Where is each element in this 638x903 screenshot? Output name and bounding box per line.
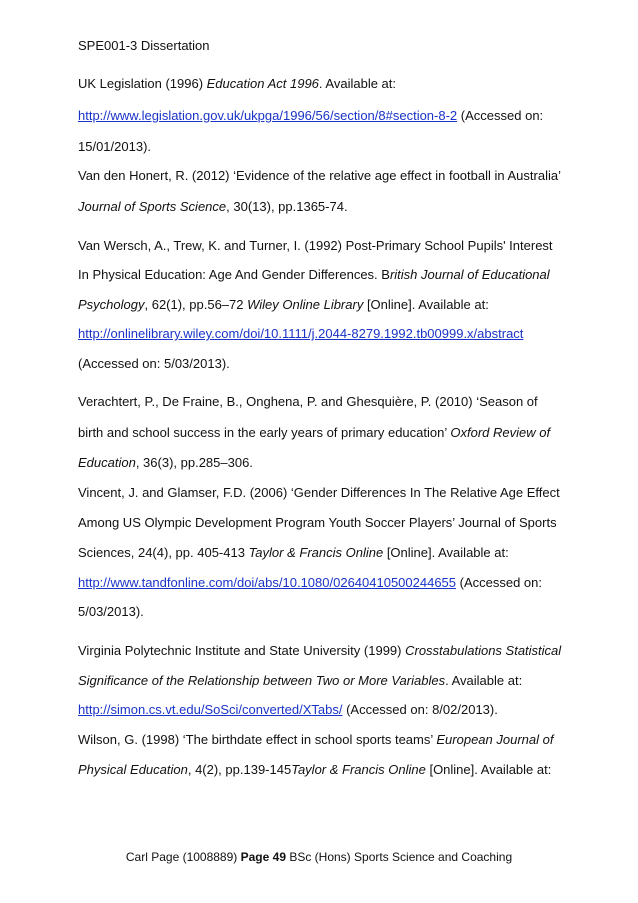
tandfonline-link[interactable]: http://www.tandfonline.com/doi/abs/10.1080/02640410500244655	[78, 575, 457, 590]
reference-line: Among US Olympic Development Program Youth Soccer Players’ Journal of Sports	[78, 515, 557, 530]
vt-edu-link[interactable]: http://simon.cs.vt.edu/SoSci/converted/XTabs/	[78, 702, 343, 717]
page-footer: Carl Page (1008889) Page 49 BSc (Hons) Sports Science and Coaching	[125, 850, 513, 864]
reference-line: Education, 36(3), pp.285–306.	[78, 455, 253, 470]
reference-line: http://simon.cs.vt.edu/SoSci/converted/XTabs/ (Accessed on: 8/02/2013).	[78, 702, 498, 717]
reference-line: birth and school success in the early years of primary education’ Oxford Review of	[78, 425, 551, 440]
reference-line: 5/03/2013).	[78, 604, 144, 619]
reference-line	[78, 326, 523, 342]
reference-line: Sciences, 24(4), pp. 405-413 Taylor & Francis Online [Online]. Available at:	[78, 545, 509, 560]
reference-line: Journal of Sports Science, 30(13), pp.1365-74.	[78, 199, 348, 214]
reference-line: Physical Education, 4(2), pp.139-145Taylor & Francis Online [Online]. Available at:	[78, 762, 552, 777]
reference-line: http://www.tandfonline.com/doi/abs/10.1080/02640410500244655 (Accessed on:	[78, 575, 543, 590]
reference-line: Van den Honert, R. (2012) ‘Evidence of the relative age effect in football in Australia’	[78, 168, 561, 183]
reference-line: UK Legislation (1996) Education Act 1996. Available at:	[78, 76, 396, 91]
reference-line: Verachtert, P., De Fraine, B., Onghena, P. and Ghesquière, P. (2010) ‘Season of	[78, 394, 538, 409]
reference-line: Van Wersch, A., Trew, K. and Turner, I. (1992) Post-Primary School Pupils' Interest	[78, 238, 553, 253]
reference-line: Psychology, 62(1), pp.56–72 Wiley Online Library [Online]. Available at:	[78, 297, 489, 312]
running-header: SPE001-3 Dissertation	[78, 38, 210, 53]
reference-line: Vincent, J. and Glamser, F.D. (2006) ‘Gender Differences In The Relative Age Effect	[78, 485, 560, 500]
reference-line: 15/01/2013).	[78, 139, 152, 154]
reference-line: (Accessed on: 5/03/2013).	[78, 356, 230, 371]
reference-line: In Physical Education: Age And Gender Differences. British Journal of Educational	[78, 267, 550, 282]
reference-line: Wilson, G. (1998) ‘The birthdate effect in school sports teams’ European Journal of	[78, 732, 554, 747]
reference-line: http://www.legislation.gov.uk/ukpga/1996/56/section/8#section-8-2 (Accessed on:	[78, 108, 544, 123]
page-number: Page 49	[240, 850, 286, 864]
reference-line: Significance of the Relationship between Two or More Variables. Available at:	[78, 673, 523, 688]
wiley-link[interactable]: http://onlinelibrary.wiley.com/doi/10.1111/j.2044-8279.1992.tb00999.x/abstract	[78, 326, 524, 341]
reference-line: Virginia Polytechnic Institute and State University (1999) Crosstabulations Statistical	[78, 643, 562, 658]
legislation-link[interactable]: http://www.legislation.gov.uk/ukpga/1996/56/section/8#section-8-2	[78, 108, 458, 123]
